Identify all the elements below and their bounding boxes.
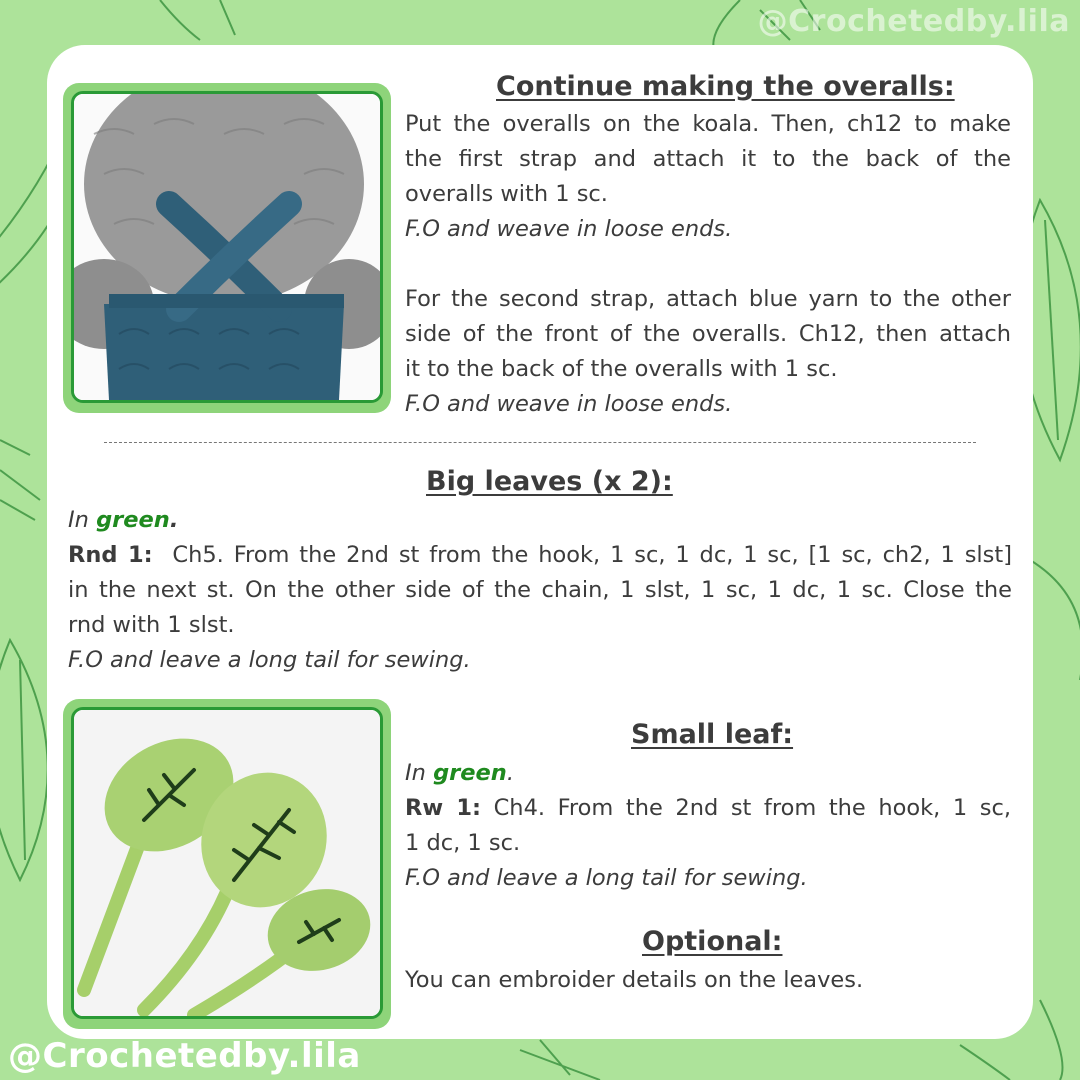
overalls-line-1: Put the overalls on the koala. Then, ch12 to make xyxy=(405,111,1011,137)
big-leaves-color: In green. xyxy=(68,507,179,533)
koala-overalls-image xyxy=(74,94,380,400)
overalls-title: Continue making the overalls: xyxy=(496,71,955,102)
big-leaves-color-word: green xyxy=(96,507,170,533)
big-leaves-instructions xyxy=(68,503,1012,678)
big-leaves-fo: F.O and leave a long tail for sewing. xyxy=(68,647,471,673)
overalls-fo-1: F.O and weave in loose ends. xyxy=(405,216,733,242)
overalls-line-4: For the second strap, attach blue yarn to the other xyxy=(405,286,1011,312)
small-leaf-color-word: green xyxy=(433,760,507,786)
row-line-2: 1 dc, 1 sc. xyxy=(405,830,521,856)
overalls-line-6: it to the back of the overalls with 1 sc. xyxy=(405,356,838,382)
pattern-card xyxy=(47,45,1033,1039)
leaves-photo xyxy=(71,707,383,1019)
big-leaves-title: Big leaves (x 2): xyxy=(426,466,673,497)
round-line-2: in the next st. On the other side of the chain, 1 slst, 1 sc, 1 dc, 1 sc. Close the xyxy=(68,577,1012,603)
round-line-1: Ch5. From the 2nd st from the hook, 1 sc, 1 dc, 1 sc, [1 sc, ch2, 1 slst] xyxy=(172,542,1013,568)
small-leaf-title: Small leaf: xyxy=(631,719,794,750)
leaves-photo-frame xyxy=(63,699,391,1029)
overalls-fo-2: F.O and weave in loose ends. xyxy=(405,391,733,417)
overalls-photo xyxy=(71,91,383,403)
section-divider xyxy=(104,442,976,443)
overalls-line-3: overalls with 1 sc. xyxy=(405,181,608,207)
watermark-bottom: @Crochetedby.lila xyxy=(8,1036,361,1076)
row-label: Rw 1: xyxy=(405,795,482,821)
overalls-instructions xyxy=(405,107,1011,422)
round-line-3: rnd with 1 slst. xyxy=(68,612,235,638)
crochet-leaves-image xyxy=(74,710,380,1016)
small-leaf-color: In green. xyxy=(405,760,514,786)
watermark-top: @Crochetedby.lila xyxy=(757,4,1070,39)
small-leaf-instructions xyxy=(405,756,1011,896)
optional-title: Optional: xyxy=(642,926,783,957)
round-label: Rnd 1: xyxy=(68,542,153,568)
small-leaf-fo: F.O and leave a long tail for sewing. xyxy=(405,865,808,891)
optional-text: You can embroider details on the leaves. xyxy=(405,967,864,993)
row-line-1: Ch4. From the 2nd st from the hook, 1 sc, xyxy=(493,795,1011,821)
overalls-line-2: the first strap and attach it to the back of the xyxy=(405,146,1011,172)
overalls-line-5: side of the front of the overalls. Ch12, then attach xyxy=(405,321,1011,347)
overalls-photo-frame xyxy=(63,83,391,413)
